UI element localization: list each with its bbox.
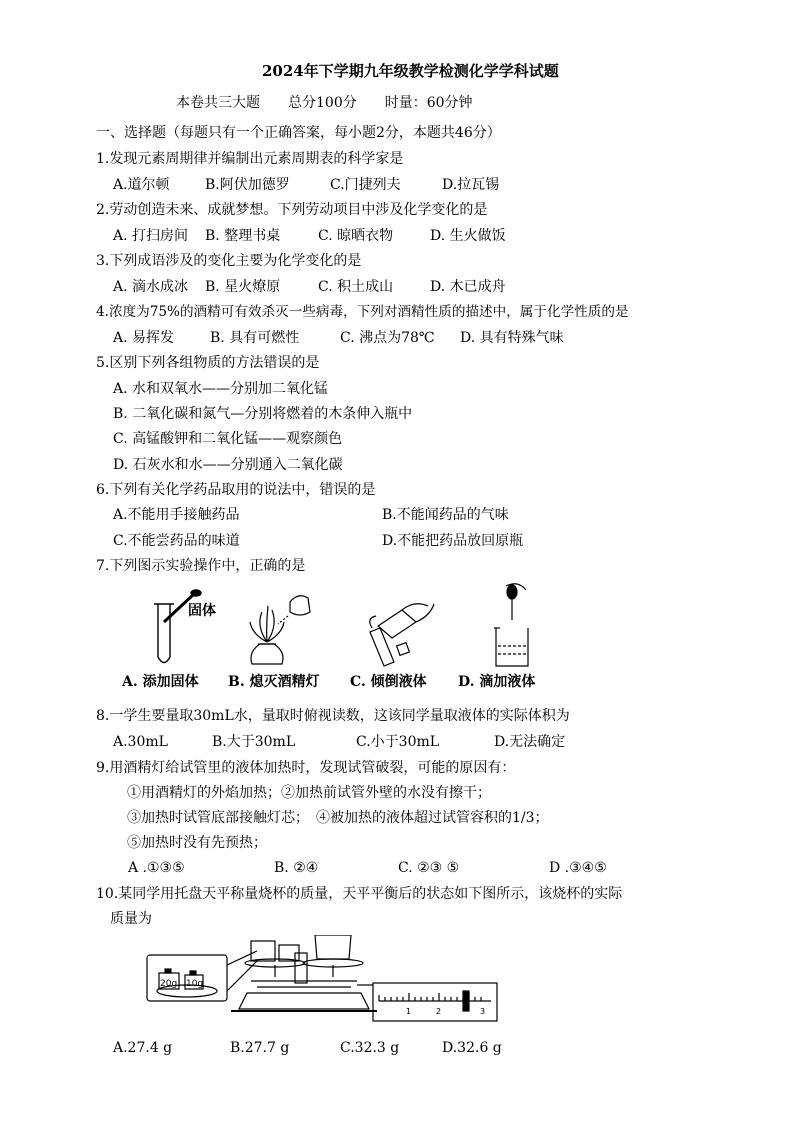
weight-10g: 10g bbox=[186, 979, 204, 989]
q6-option-b: B.不能闻药品的气味 bbox=[382, 507, 509, 523]
q3-option-d: D. 木已成舟 bbox=[430, 279, 506, 295]
q4-option-b: B. 具有可燃性 bbox=[210, 330, 300, 346]
q9-option-a: A .①③⑤ bbox=[128, 860, 185, 876]
q10-option-a: A.27.4 g bbox=[113, 1040, 173, 1056]
q9-line-3: ⑤加热时没有先预热； bbox=[127, 835, 267, 851]
question-4-stem: 4.浓度为75%的酒精可有效杀灭一些病毒，下列对酒精性质的描述中，属于化学性质的是 bbox=[96, 304, 629, 320]
q5-option-a: A. 水和双氧水——分别加二氧化锰 bbox=[113, 381, 329, 397]
fig-a-test-tube bbox=[154, 590, 201, 663]
q5-option-c: C. 高锰酸钾和二氧化锰——观察颜色 bbox=[113, 431, 343, 447]
question-10-stem: 10.某同学用托盘天平称量烧杯的质量，天平平衡后的状态如下图所示，该烧杯的实际 bbox=[96, 886, 623, 902]
scale-mark-3: 3 bbox=[480, 1007, 486, 1016]
q9-line-1: ①用酒精灯的外焰加热；②加热前试管外壁的水没有擦干； bbox=[127, 785, 491, 801]
exam-subtitle: 本卷共三大题 总分100分 时量：60分钟 bbox=[176, 95, 473, 111]
q9-option-d: D .③④⑤ bbox=[549, 860, 607, 876]
q1-option-d: D.拉瓦锡 bbox=[442, 177, 500, 193]
question-9-stem: 9.用酒精灯给试管里的液体加热时，发现试管破裂，可能的原因有： bbox=[96, 760, 516, 776]
q10-option-c: C.32.3 g bbox=[340, 1040, 400, 1056]
q6-option-d: D.不能把药品放回原瓶 bbox=[382, 533, 524, 549]
weight-20g: 20g bbox=[160, 979, 178, 989]
q4-option-d: D. 具有特殊气味 bbox=[460, 330, 564, 346]
q6-option-c: C.不能尝药品的味道 bbox=[113, 533, 240, 549]
scale-mark-1: 1 bbox=[406, 1007, 412, 1016]
question-1-stem: 1.发现元素周期律并编制出元素周期表的科学家是 bbox=[96, 151, 404, 167]
exam-title: 2024年下学期九年级教学检测化学学科试题 bbox=[262, 62, 559, 80]
question-7-stem: 7.下列图示实验操作中，正确的是 bbox=[96, 558, 306, 574]
scale-mark-2: 2 bbox=[436, 1007, 442, 1016]
q1-option-a: A.道尔顿 bbox=[113, 177, 170, 193]
question-6-stem: 6.下列有关化学药品取用的说法中，错误的是 bbox=[96, 482, 376, 498]
section-heading: 一、选择题（每题只有一个正确答案，每小题2分，本题共46分） bbox=[96, 125, 501, 141]
question-8-stem: 8.一学生要量取30mL水，量取时俯视读数，这该同学量取液体的实际体积为 bbox=[96, 708, 570, 724]
question-3-stem: 3.下列成语涉及的变化主要为化学变化的是 bbox=[96, 253, 362, 269]
q6-option-a: A.不能用手接触药品 bbox=[113, 507, 240, 523]
q8-option-c: C.小于30mL bbox=[356, 734, 440, 750]
weights-inset bbox=[147, 951, 257, 1001]
fig-c-pouring bbox=[370, 604, 434, 666]
q2-option-d: D. 生火做饭 bbox=[430, 228, 506, 244]
q8-option-b: B.大于30mL bbox=[212, 734, 296, 750]
q5-option-d: D. 石灰水和水——分别通入二氧化碳 bbox=[113, 457, 343, 473]
q9-option-c: C. ②③ ⑤ bbox=[398, 860, 460, 876]
q10-balance-figure bbox=[145, 935, 505, 1035]
fig-a-label-solid: 固体 bbox=[188, 603, 216, 619]
q4-option-a: A. 易挥发 bbox=[113, 330, 175, 346]
q3-option-b: B. 星火燎原 bbox=[205, 279, 281, 295]
q9-line-2: ③加热时试管底部接触灯芯； ④被加热的液体超过试管容积的1/3； bbox=[127, 810, 549, 826]
fig-d-dropper bbox=[494, 584, 528, 666]
question-5-stem: 5.区别下列各组物质的方法错误的是 bbox=[96, 355, 320, 371]
q1-option-c: C.门捷列夫 bbox=[330, 177, 401, 193]
q9-option-b: B. ②④ bbox=[274, 860, 319, 876]
question-10-stem-2: 质量为 bbox=[110, 911, 152, 927]
q8-option-a: A.30mL bbox=[113, 734, 168, 750]
q3-option-c: C. 积土成山 bbox=[318, 279, 394, 295]
q8-option-d: D.无法确定 bbox=[494, 734, 566, 750]
q10-option-d: D.32.6 g bbox=[442, 1040, 502, 1056]
fig-b-alcohol-lamp bbox=[250, 596, 310, 664]
q2-option-b: B. 整理书桌 bbox=[205, 228, 281, 244]
q2-option-c: C. 晾晒衣物 bbox=[318, 228, 394, 244]
scale-inset bbox=[373, 983, 497, 1021]
q4-option-c: C. 沸点为78℃ bbox=[340, 330, 435, 346]
q10-option-b: B.27.7 g bbox=[230, 1040, 290, 1056]
q1-option-b: B.阿伏加德罗 bbox=[205, 177, 290, 193]
q7-option-b: B. 熄灭酒精灯 bbox=[228, 674, 320, 690]
question-2-stem: 2.劳动创造未来、成就梦想。下列劳动项目中涉及化学变化的是 bbox=[96, 202, 488, 218]
q7-option-c: C. 倾倒液体 bbox=[350, 674, 427, 690]
q7-option-a: A. 添加固体 bbox=[122, 674, 199, 690]
q5-option-b: B. 二氧化碳和氮气—分别将燃着的木条伸入瓶中 bbox=[113, 406, 413, 422]
q2-option-a: A. 打扫房间 bbox=[113, 228, 189, 244]
balance bbox=[231, 935, 377, 1011]
q7-figure bbox=[140, 582, 580, 672]
q7-option-d: D. 滴加液体 bbox=[458, 674, 536, 690]
q3-option-a: A. 滴水成冰 bbox=[113, 279, 189, 295]
